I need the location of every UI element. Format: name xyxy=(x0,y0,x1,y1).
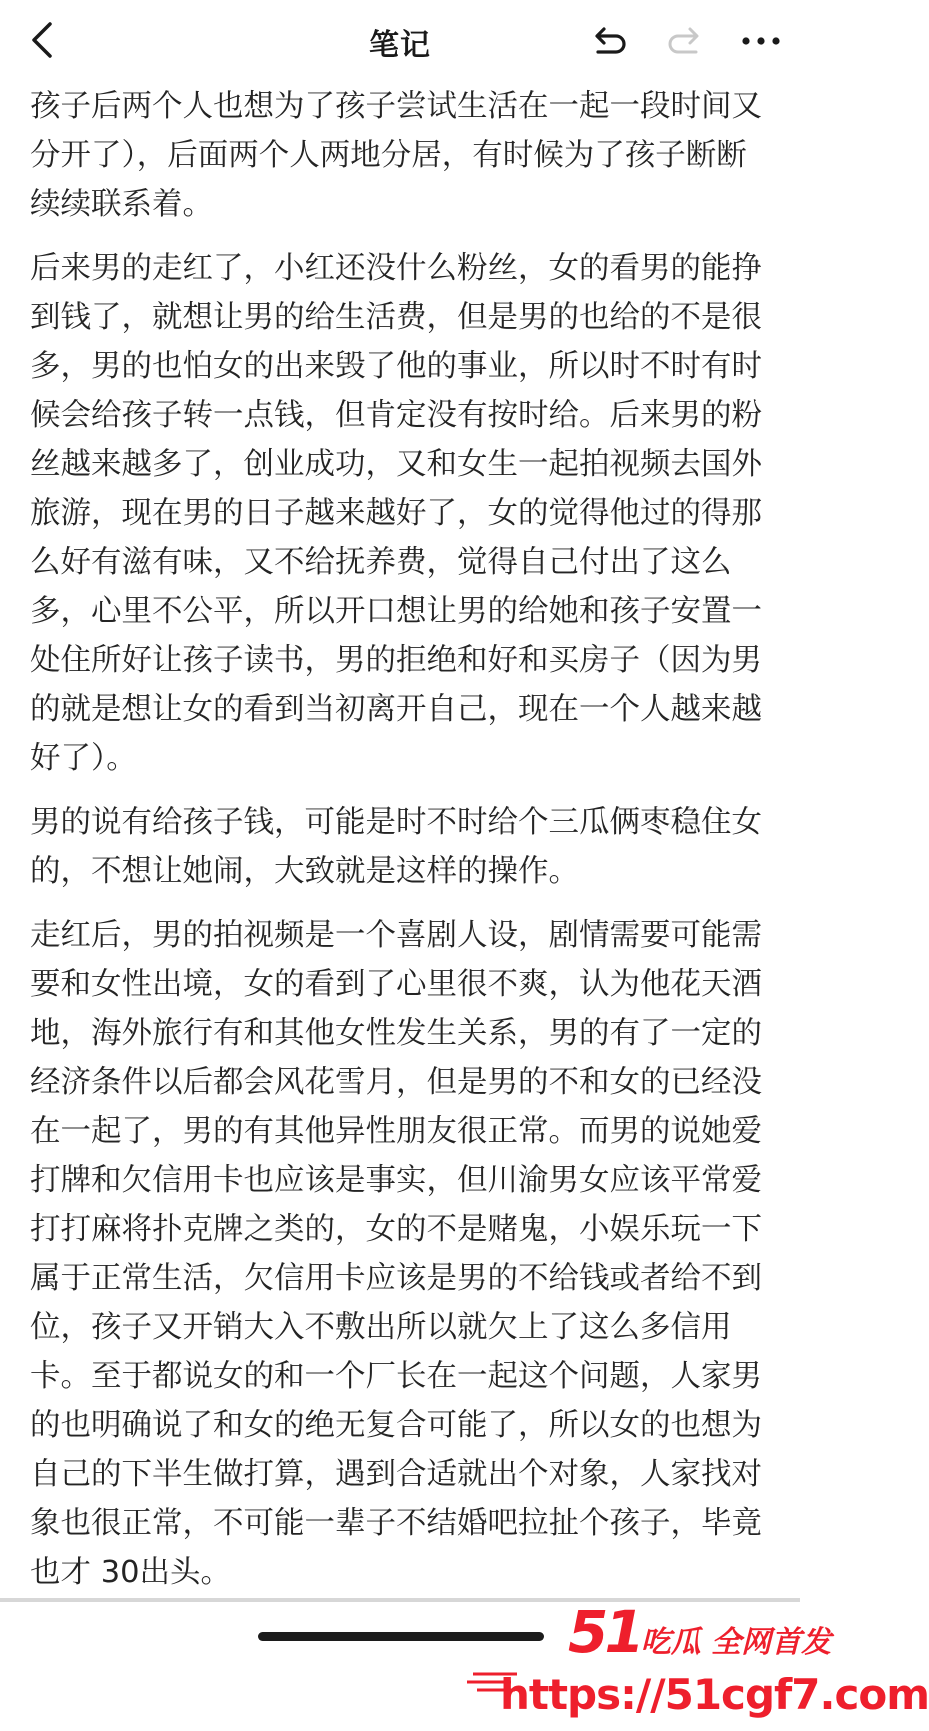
watermark-logo-text: 吃瓜 全网首发 xyxy=(640,1625,832,1660)
undo-icon[interactable] xyxy=(586,20,630,60)
page-title: 笔记 xyxy=(369,28,431,63)
note-paragraph: 男的说有给孩子钱，可能是时不时给个三瓜俩枣稳住女的，不想让她闹，大致就是这样的操作。 xyxy=(30,805,762,889)
watermark-logo xyxy=(568,1598,831,1666)
note-paragraph: 走红后，男的拍视频是一个喜剧人设，剧情需要可能需要和女性出境，女的看到了心里很不爽，认为他花天酒地，海外旅行有和其他女性发生关系，男的有了一定的经济条件以后都会风花雪月，但是男的不和女的已经没在一起了，男的有其他异性朋友很正常。而男的说她爱打牌和欠信用卡也应该是事实，但川渝男女应该平常爱打打麻将扑克牌之类的，女的不是赌鬼，小娱乐玩一下属于正常生活，欠信用卡应该是男的不给钱或者给不到位，孩子又开销大入不敷出所以就欠上了这么多信用卡。至于都说女的和一个厂长在一起这个问题，人家男的也明确说了和女的绝无复合可能了，所以女的也想为自己的下半生做打算，遇到合适就出个对象，人家找对象也很正常，不可能一辈子不结婚吧拉扯个孩子，毕竟也才 30出头。 xyxy=(30,918,762,1590)
note-paragraph: 孩子后两个人也想为了孩子尝试生活在一起一段时间又分开了），后面两个人两地分居，有时候为了孩子断断续续联系着。 xyxy=(30,89,762,222)
home-indicator[interactable] xyxy=(258,1632,544,1641)
note-paragraph: 后来男的走红了，小红还没什么粉丝，女的看男的能挣到钱了，就想让男的给生活费，但是男的也给的不是很多，男的也怕女的出来毁了他的事业，所以时不时有时候会给孩子转一点钱，但肯定没有按时给。后来男的粉丝越来越多了，创业成功，又和女生一起拍视频去国外旅游，现在男的日子越来越好了，女的觉得他过的得那么好有滋有味，又不给抚养费，觉得自己付出了这么多，心里不公平，所以开口想让男的给她和孩子安置一处住所好让孩子读书，男的拒绝和好和买房子（因为男的就是想让女的看到当初离开自己，现在一个人越来越好了）。 xyxy=(30,251,762,776)
more-horizontal-icon[interactable] xyxy=(736,24,786,58)
top-bar xyxy=(0,0,800,80)
watermark-url: https://51cgf7.com xyxy=(500,1670,929,1719)
note-body[interactable] xyxy=(30,82,775,1612)
watermark-logo-number: 51 xyxy=(568,1598,641,1666)
redo-icon[interactable] xyxy=(664,20,708,60)
